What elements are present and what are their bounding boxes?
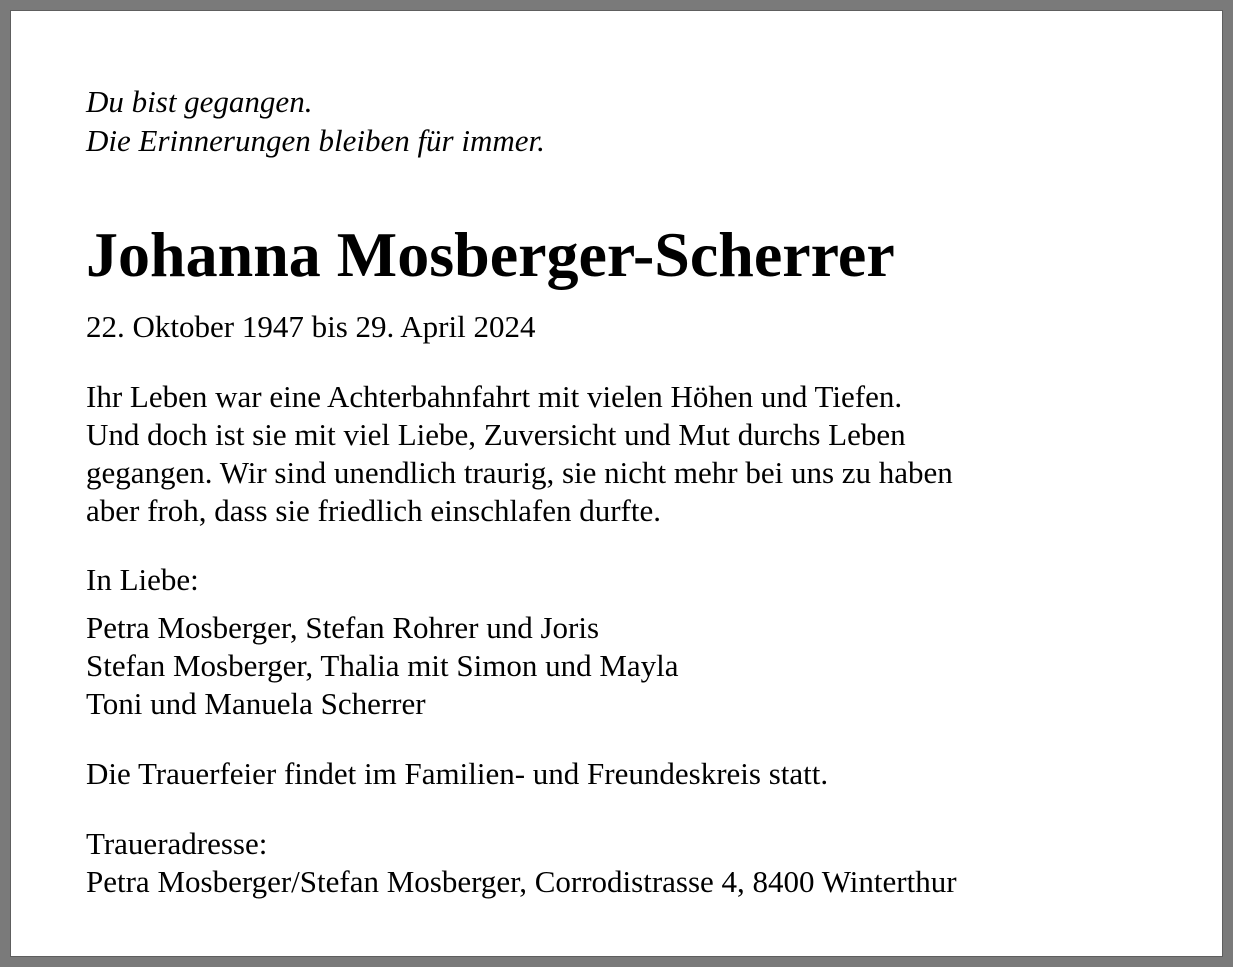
obituary-page (11, 11, 1222, 956)
motto (86, 82, 1186, 160)
obituary-text-line: gegangen. Wir sind unendlich traurig, sie nicht mehr bei uns zu haben (86, 455, 953, 490)
obituary-text-line: Ihr Leben war eine Achterbahnfahrt mit vielen Höhen und Tiefen. (86, 379, 903, 414)
obituary-text-line: Und doch ist sie mit viel Liebe, Zuversicht und Mut durchs Leben (86, 417, 906, 452)
mourning-address (86, 825, 957, 901)
obituary-text-line: aber froh, dass sie friedlich einschlafen durfte. (86, 493, 661, 528)
life-dates: 22. Oktober 1947 bis 29. April 2024 (86, 309, 536, 344)
address-label: Traueradresse: (86, 826, 268, 861)
obituary-content (86, 82, 1186, 899)
motto-line: Du bist gegangen. (86, 84, 313, 119)
deceased-name: Johanna Mosberger-Scherrer (86, 219, 895, 290)
mourners-label: In Liebe: (86, 562, 199, 597)
motto-line: Die Erinnerungen bleiben für immer. (86, 123, 545, 158)
mourners-list (86, 609, 679, 723)
mourner-line: Toni und Manuela Scherrer (86, 686, 426, 721)
ceremony-notice: Die Trauerfeier findet im Familien- und Freundeskreis statt. (86, 756, 829, 791)
mourner-line: Stefan Mosberger, Thalia mit Simon und Mayla (86, 648, 679, 683)
address-line: Petra Mosberger/Stefan Mosberger, Corrodistrasse 4, 8400 Winterthur (86, 864, 957, 899)
obituary-text (86, 378, 953, 530)
mourner-line: Petra Mosberger, Stefan Rohrer und Joris (86, 610, 600, 645)
